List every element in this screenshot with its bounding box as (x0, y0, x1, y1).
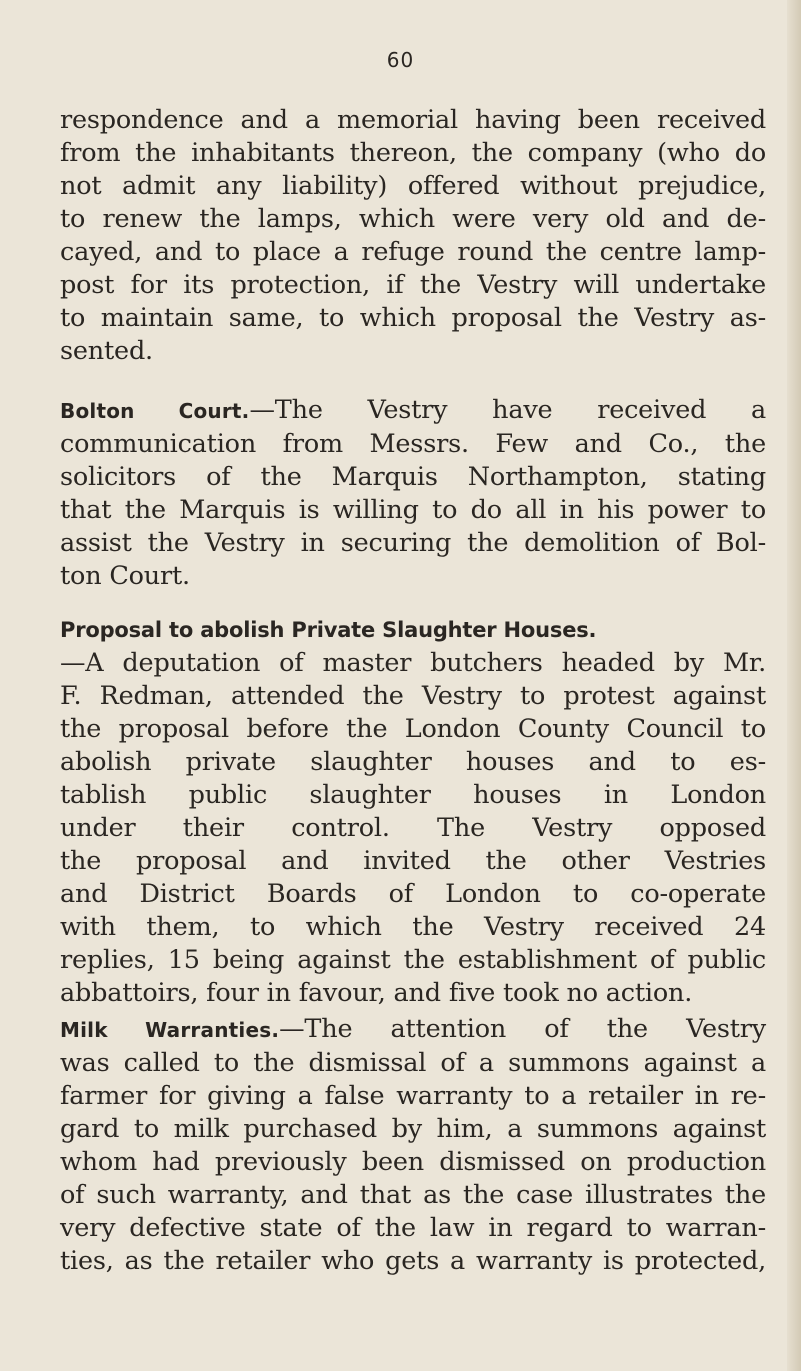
text-line: post for its protection, if the Vestry will undertake (60, 270, 766, 300)
heading-line-rest: —The attention of the Vestry (279, 1014, 766, 1044)
text-line: to renew the lamps, which were very old and de- (60, 204, 766, 234)
section-heading: Proposal to abolish Private Slaughter Houses. (60, 618, 597, 642)
section-bolton-court (60, 394, 766, 593)
text-line: tablish public slaughter houses in London (60, 780, 766, 810)
text-line: that the Marquis is willing to do all in his power to (60, 495, 766, 525)
text-line: communication from Messrs. Few and Co., the (60, 429, 766, 459)
text-line: not admit any liability) offered without prejudice, (60, 171, 766, 201)
text-line: of such warranty, and that as the case illustrates the (60, 1180, 766, 1210)
text-line: with them, to which the Vestry received 24 (60, 912, 766, 942)
text-line: from the inhabitants thereon, the company (who do (60, 138, 766, 168)
text-line: the proposal before the London County Council to (60, 714, 766, 744)
text-line: to maintain same, to which proposal the Vestry as- (60, 303, 766, 333)
page-edge (787, 0, 801, 1371)
text-line-with-heading (60, 1013, 766, 1047)
text-line: abbattoirs, four in favour, and five took no action. (60, 978, 693, 1008)
text-line: —A deputation of master butchers headed by Mr. (60, 648, 766, 678)
text-line: abolish private slaughter houses and to es- (60, 747, 766, 777)
text-line: was called to the dismissal of a summons against a (60, 1048, 766, 1078)
heading-line-rest: —The Vestry have received a (249, 395, 766, 425)
text-line: gard to milk purchased by him, a summons against (60, 1114, 766, 1144)
text-line: sented. (60, 336, 153, 366)
text-line: ton Court. (60, 561, 190, 591)
text-line: cayed, and to place a refuge round the centre lamp- (60, 237, 766, 267)
section-slaughter-houses (60, 614, 766, 1010)
text-line: replies, 15 being against the establishment of public (60, 945, 766, 975)
text-line-with-heading (60, 394, 766, 428)
text-line: and District Boards of London to co-operate (60, 879, 766, 909)
paragraph-lamps (60, 104, 766, 368)
text-line: very defective state of the law in regard to warran- (60, 1213, 766, 1243)
section-heading: Bolton Court. (60, 399, 250, 423)
text-line: farmer for giving a false warranty to a retailer in re- (60, 1081, 766, 1111)
text-line: assist the Vestry in securing the demolition of Bol- (60, 528, 766, 558)
text-line: whom had previously been dismissed on production (60, 1147, 766, 1177)
text-line: respondence and a memorial having been received (60, 105, 766, 135)
text-line: the proposal and invited the other Vestries (60, 846, 766, 876)
text-line: ties, as the retailer who gets a warranty is protected, (60, 1246, 766, 1276)
section-heading: Milk Warranties. (60, 1018, 280, 1042)
text-line: F. Redman, attended the Vestry to protest against (60, 681, 766, 711)
page-number: 60 (386, 48, 415, 72)
text-line: solicitors of the Marquis Northampton, stating (60, 462, 766, 492)
text-line: under their control. The Vestry opposed (60, 813, 766, 843)
section-milk-warranties (60, 1013, 766, 1278)
